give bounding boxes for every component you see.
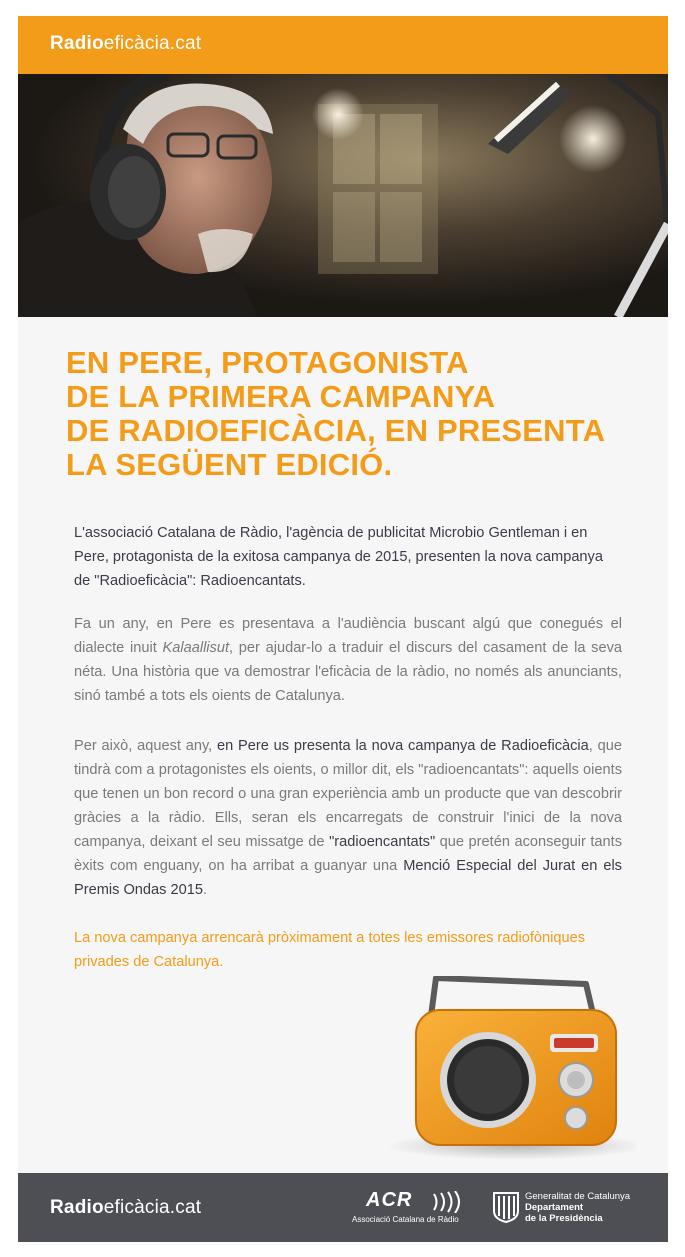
p2-text-a: Fa un any, en Pere es presentava a l'audiència buscant algú que conegués el dialecte inuit (74, 616, 622, 656)
gov-line-2: Departament (525, 1202, 584, 1213)
footer-bar (18, 1173, 668, 1242)
orange-radio-icon (376, 976, 636, 1171)
p3-highlight-3: Menció Especial del Jurat en els Premis Ondas 2015 (74, 858, 622, 898)
paragraph-launch: La nova campanya arrencarà pròximament a totes les emissores radiofòniques privades de Catalunya. (74, 930, 586, 970)
catalan-shield-icon (492, 1191, 520, 1223)
headline-line-1: EN PERE, PROTAGONISTA (66, 345, 469, 380)
p2-italic: Kalaallisut (162, 640, 230, 656)
p3-highlight-2: "radioencantats" (329, 834, 436, 850)
headline (66, 346, 646, 482)
footer-brand-bold: Radio (50, 1197, 104, 1218)
footer-brand-link[interactable] (50, 1197, 201, 1219)
hero-photo-man-headphones (18, 74, 668, 317)
p2-text-b: , per ajudar-lo a traduir el discurs del casament de la seva néta. Una història que va demostrar l'eficàcia de la ràdio, no només als anunciants, sinó també a tots els oients de Catalunya. (74, 640, 622, 704)
footer-brand-light: eficàcia.cat (103, 1197, 202, 1218)
acr-waves-icon (430, 1191, 464, 1213)
p3-text-a: Per això, aquest any, (74, 738, 218, 754)
newsletter-card (18, 16, 668, 1242)
generalitat-text (525, 1191, 630, 1224)
brand-bold: Radio (50, 33, 104, 54)
p3-text-b: , que tindrà com a protagonistes els oients, o millor dit, els "radioencantats": aquells oients que tenen un bon record o una gran experiència amb un producte que van descobrir gràcies a la ràdio. Ells, seran els encarregats de construir l'inici de la nova campanya, deixant el seu missatge de (74, 738, 622, 850)
acr-mark: ACR (366, 1189, 413, 1211)
gov-line-3: de la Presidència (525, 1213, 603, 1224)
brand-light: eficàcia.cat (103, 33, 202, 54)
p3-text-d: . (202, 882, 208, 898)
radio-illustration (376, 976, 636, 1171)
p3-highlight-1: en Pere us presenta la nova campanya de Radioeficàcia (217, 738, 589, 754)
acr-logo[interactable] (352, 1189, 472, 1233)
header-brand-link[interactable] (50, 33, 201, 55)
paragraph-history (74, 612, 622, 708)
gov-line-1: Generalitat de Catalunya (525, 1191, 631, 1202)
p3-text-c: que pretén aconseguir tants èxits com enguany, on ha arribat a guanyar una (74, 834, 622, 874)
header-bar (18, 16, 668, 74)
hero-image (18, 74, 668, 317)
paragraph-campaign (74, 734, 622, 902)
generalitat-logo[interactable] (492, 1189, 662, 1229)
paragraph-intro: L'associació Catalana de Ràdio, l'agència de publicitat Microbio Gentleman i en Pere, protagonista de la exitosa campanya de 2015, presenten la nova campanya de "Radioeficàcia": Radioencantats. (74, 525, 603, 589)
headline-line-4: LA SEGÜENT EDICIÓ. (66, 447, 393, 482)
acr-name: Associació Catalana de Ràdio (352, 1215, 459, 1224)
headline-line-3: DE RADIOEFICÀCIA, EN PRESENTA (66, 413, 606, 448)
headline-line-2: DE LA PRIMERA CAMPANYA (66, 379, 496, 414)
